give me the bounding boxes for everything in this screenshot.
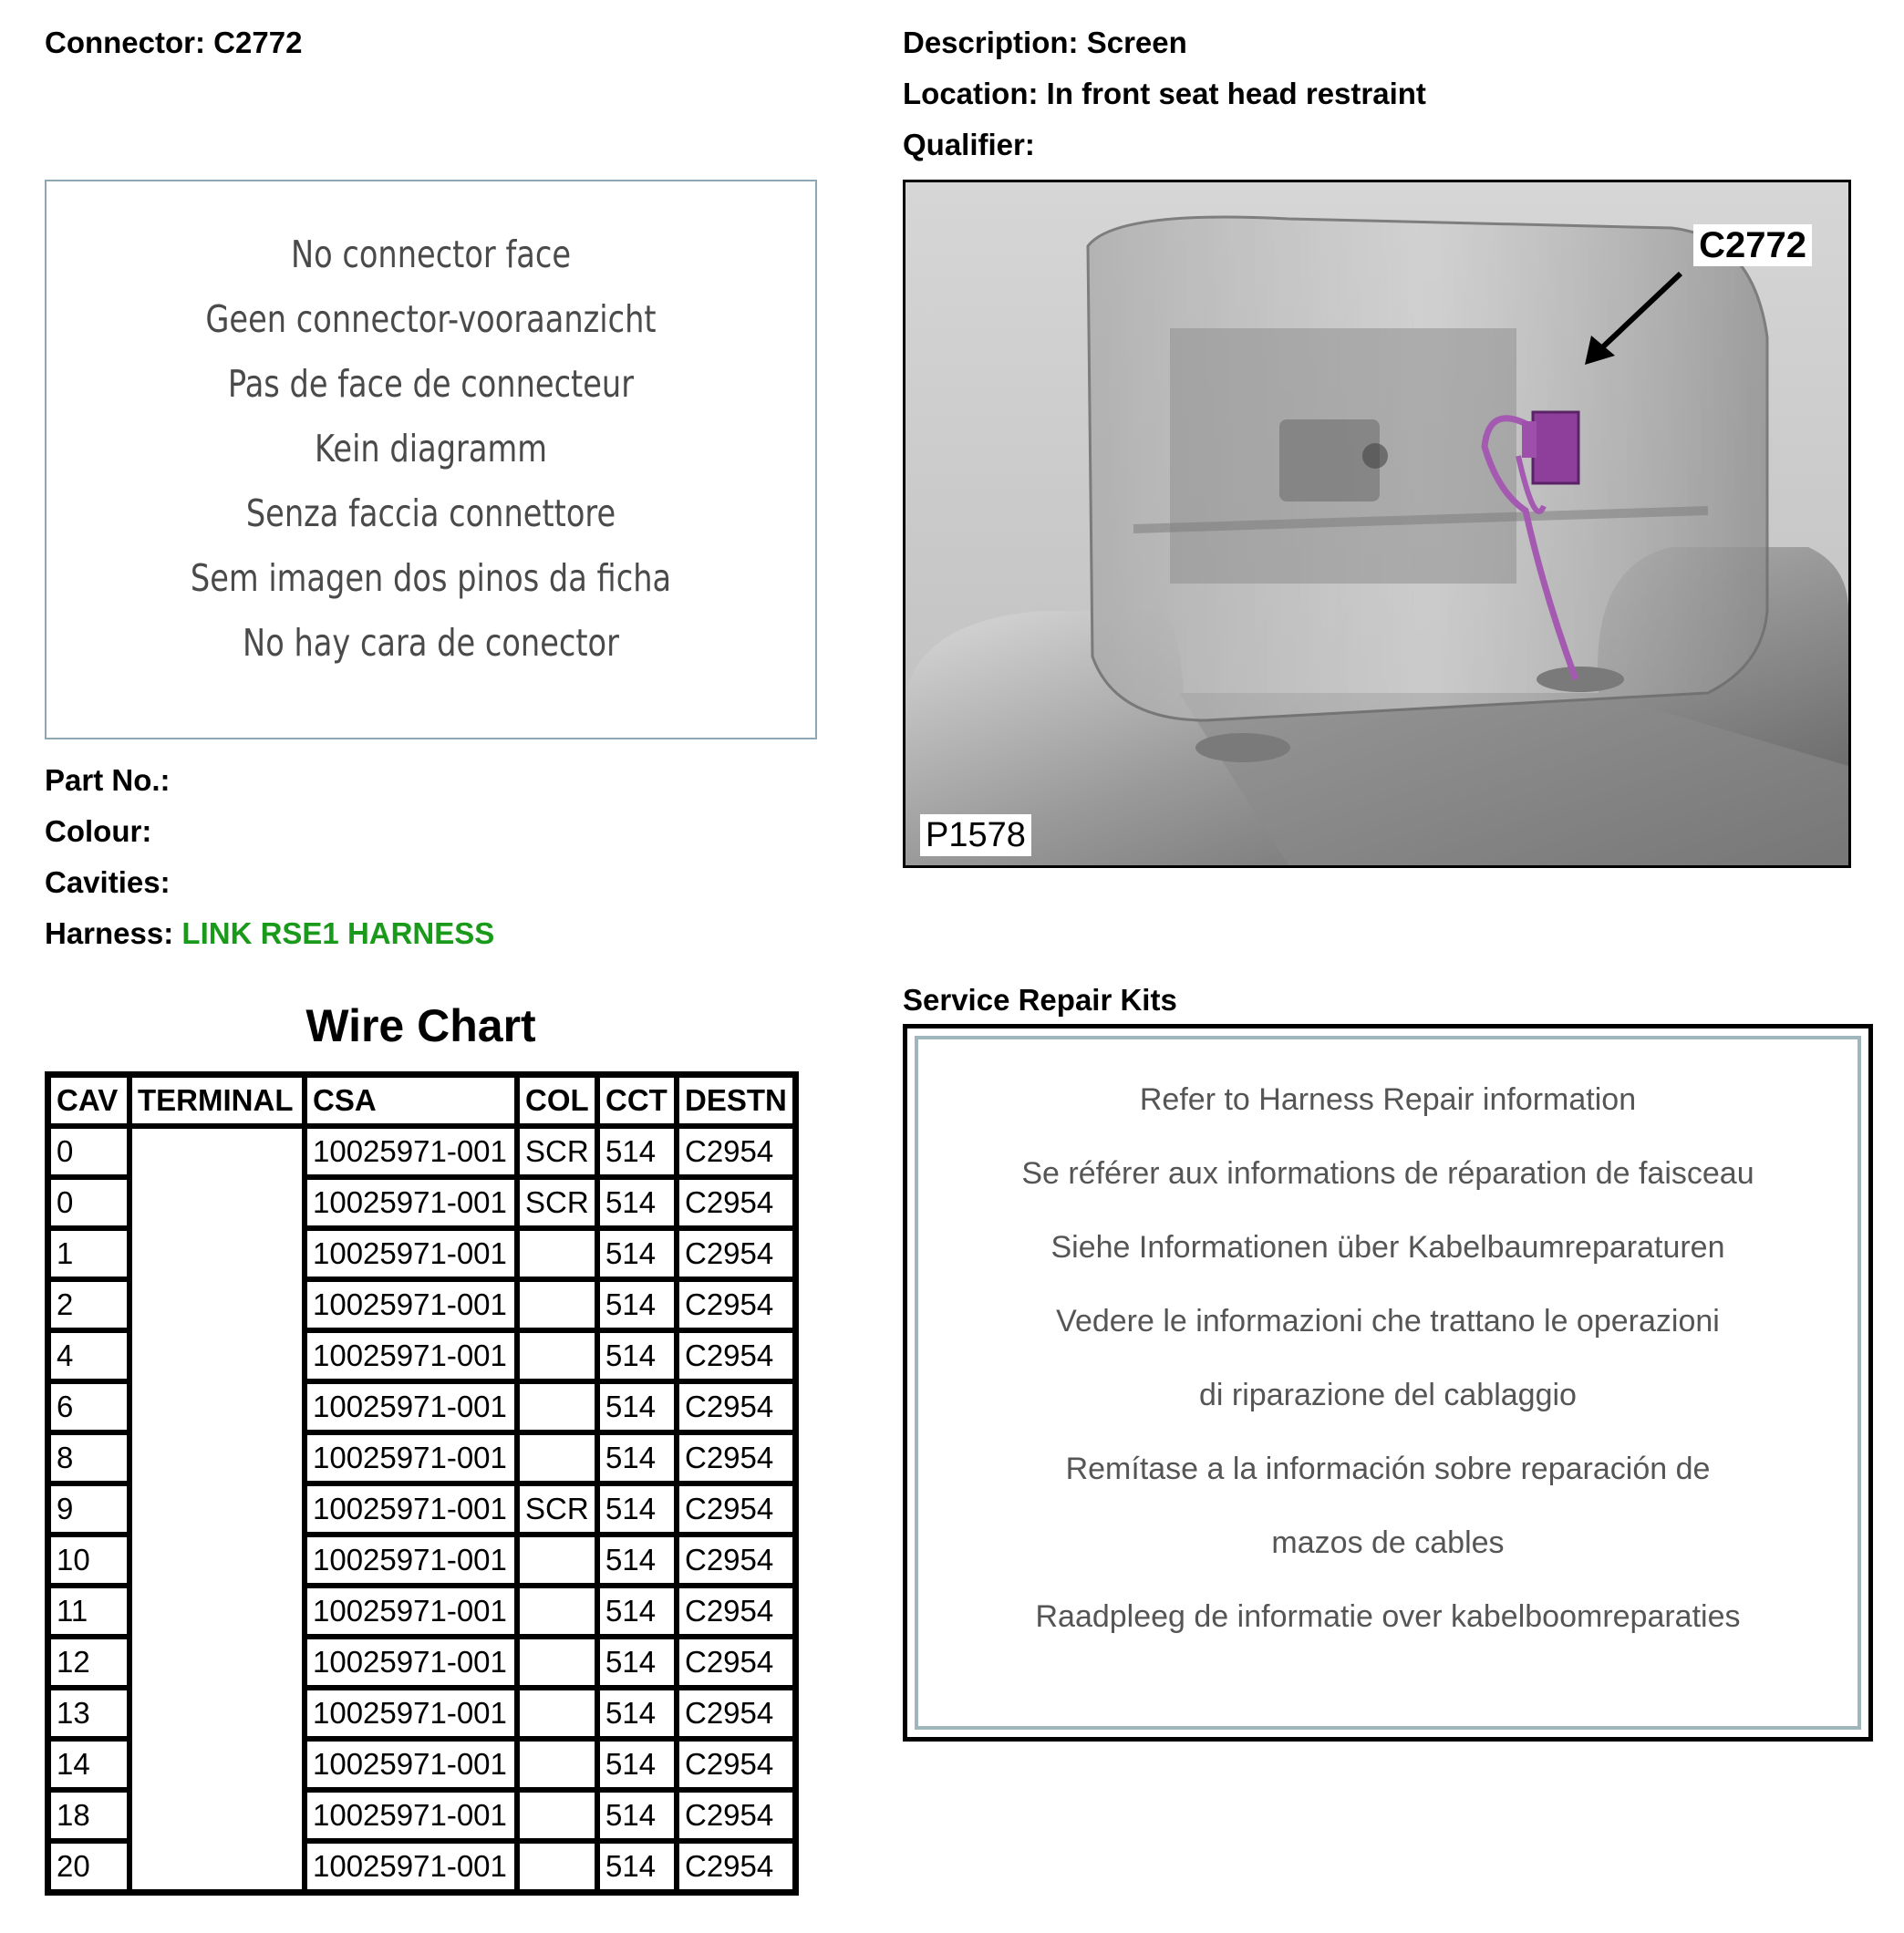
- cell-cav: 20: [48, 1841, 129, 1892]
- cell-col: SCR: [517, 1177, 597, 1228]
- cell-csa: 10025971-001: [305, 1637, 517, 1688]
- srk-line: di riparazione del cablaggio: [1199, 1378, 1577, 1412]
- cell-cav: 6: [48, 1381, 129, 1432]
- cell-destn: C2954: [677, 1177, 795, 1228]
- part-no-field: [45, 762, 171, 799]
- service-repair-kits-inner-frame: [915, 1036, 1861, 1730]
- cell-destn: C2954: [677, 1381, 795, 1432]
- cell-terminal: [129, 1535, 305, 1586]
- cell-terminal: [129, 1126, 305, 1177]
- cell-cav: 10: [48, 1535, 129, 1586]
- cell-destn: C2954: [677, 1330, 795, 1381]
- cell-col: [517, 1688, 597, 1739]
- col-header-destn: DESTN: [677, 1075, 795, 1126]
- connector-field: [45, 25, 302, 61]
- cell-cct: 514: [597, 1381, 677, 1432]
- cell-cav: 0: [48, 1126, 129, 1177]
- cell-terminal: [129, 1790, 305, 1841]
- table-row: [48, 1637, 795, 1688]
- cell-cct: 514: [597, 1535, 677, 1586]
- cell-col: [517, 1739, 597, 1790]
- cell-destn: C2954: [677, 1228, 795, 1279]
- cell-csa: 10025971-001: [305, 1177, 517, 1228]
- cell-cav: 11: [48, 1586, 129, 1637]
- cell-cav: 18: [48, 1790, 129, 1841]
- cell-col: [517, 1790, 597, 1841]
- cell-cav: 9: [48, 1483, 129, 1535]
- table-row: [48, 1688, 795, 1739]
- col-header-terminal: TERMINAL: [129, 1075, 305, 1126]
- srk-line: mazos de cables: [1271, 1525, 1505, 1560]
- cell-destn: C2954: [677, 1637, 795, 1688]
- cell-cct: 514: [597, 1228, 677, 1279]
- ncf-line: Geen connector-vooraanzicht: [205, 297, 657, 341]
- cell-csa: 10025971-001: [305, 1739, 517, 1790]
- srk-line: Siehe Informationen über Kabelbaumreparaturen: [1050, 1230, 1725, 1265]
- cell-cav: 8: [48, 1432, 129, 1483]
- ncf-line: Senza faccia connettore: [245, 491, 616, 535]
- table-row: [48, 1790, 795, 1841]
- wire-chart-header-row: [48, 1075, 795, 1126]
- cell-col: [517, 1432, 597, 1483]
- table-row: [48, 1126, 795, 1177]
- ncf-line: Pas de face de connecteur: [227, 362, 635, 406]
- table-row: [48, 1330, 795, 1381]
- harness-link[interactable]: LINK RSE1 HARNESS: [181, 916, 495, 950]
- cell-cav: 13: [48, 1688, 129, 1739]
- cell-terminal: [129, 1177, 305, 1228]
- cell-col: [517, 1279, 597, 1330]
- cell-cav: 1: [48, 1228, 129, 1279]
- cell-col: SCR: [517, 1126, 597, 1177]
- cell-csa: 10025971-001: [305, 1330, 517, 1381]
- cell-destn: C2954: [677, 1688, 795, 1739]
- table-row: [48, 1228, 795, 1279]
- cell-csa: 10025971-001: [305, 1279, 517, 1330]
- cell-cct: 514: [597, 1432, 677, 1483]
- connector-location-photo: [903, 180, 1851, 868]
- wire-chart-table: [45, 1071, 799, 1896]
- cell-cct: 514: [597, 1688, 677, 1739]
- col-header-col: COL: [517, 1075, 597, 1126]
- table-row: [48, 1841, 795, 1892]
- srk-line: Remítase a la información sobre reparación de: [1065, 1452, 1711, 1486]
- cell-cav: 12: [48, 1637, 129, 1688]
- cell-destn: C2954: [677, 1432, 795, 1483]
- cell-destn: C2954: [677, 1126, 795, 1177]
- srk-line: Vedere le informazioni che trattano le operazioni: [1056, 1304, 1720, 1339]
- qualifier-label: Qualifier:: [903, 128, 1035, 161]
- description-label: Description:: [903, 26, 1079, 59]
- service-repair-kits-panel: [903, 1024, 1873, 1742]
- cell-destn: C2954: [677, 1790, 795, 1841]
- cell-terminal: [129, 1483, 305, 1535]
- table-row: [48, 1483, 795, 1535]
- cell-csa: 10025971-001: [305, 1381, 517, 1432]
- cell-destn: C2954: [677, 1586, 795, 1637]
- ncf-line: Sem imagen dos pinos da ficha: [190, 556, 672, 600]
- cell-destn: C2954: [677, 1483, 795, 1535]
- connector-value: C2772: [213, 26, 303, 59]
- cell-terminal: [129, 1637, 305, 1688]
- ncf-line: No hay cara de conector: [243, 621, 619, 665]
- harness-field: [45, 915, 494, 952]
- cell-cct: 514: [597, 1330, 677, 1381]
- cell-cct: 514: [597, 1126, 677, 1177]
- srk-line: Raadpleeg de informatie over kabelboomreparaties: [1035, 1599, 1741, 1634]
- cell-terminal: [129, 1586, 305, 1637]
- cell-cav: 2: [48, 1279, 129, 1330]
- cell-csa: 10025971-001: [305, 1432, 517, 1483]
- cell-cav: 0: [48, 1177, 129, 1228]
- cell-cct: 514: [597, 1279, 677, 1330]
- cell-col: [517, 1330, 597, 1381]
- cell-terminal: [129, 1432, 305, 1483]
- harness-label: Harness:: [45, 916, 174, 950]
- qualifier-field: [903, 127, 1035, 163]
- cell-col: SCR: [517, 1483, 597, 1535]
- ncf-line: No connector face: [290, 233, 572, 276]
- table-row: [48, 1432, 795, 1483]
- cell-cct: 514: [597, 1739, 677, 1790]
- cell-col: [517, 1535, 597, 1586]
- table-row: [48, 1177, 795, 1228]
- table-row: [48, 1739, 795, 1790]
- colour-field: [45, 813, 151, 850]
- description-value: Screen: [1086, 26, 1187, 59]
- cell-destn: C2954: [677, 1535, 795, 1586]
- cell-col: [517, 1228, 597, 1279]
- cell-cct: 514: [597, 1483, 677, 1535]
- table-row: [48, 1586, 795, 1637]
- cell-csa: 10025971-001: [305, 1688, 517, 1739]
- cell-destn: C2954: [677, 1739, 795, 1790]
- cell-terminal: [129, 1688, 305, 1739]
- table-row: [48, 1535, 795, 1586]
- no-connector-face-panel: [45, 180, 817, 739]
- cell-col: [517, 1841, 597, 1892]
- table-row: [48, 1381, 795, 1432]
- cavities-field: [45, 864, 171, 901]
- srk-line: Se référer aux informations de réparation de faisceau: [1021, 1156, 1754, 1191]
- location-field: [903, 76, 1426, 112]
- cell-cct: 514: [597, 1637, 677, 1688]
- cell-cct: 514: [597, 1586, 677, 1637]
- cell-col: [517, 1637, 597, 1688]
- cell-terminal: [129, 1841, 305, 1892]
- description-field: [903, 25, 1187, 61]
- srk-line: Refer to Harness Repair information: [1139, 1082, 1637, 1117]
- cell-csa: 10025971-001: [305, 1483, 517, 1535]
- cell-cct: 514: [597, 1177, 677, 1228]
- table-row: [48, 1279, 795, 1330]
- col-header-csa: CSA: [305, 1075, 517, 1126]
- part-no-label: Part No.:: [45, 763, 171, 797]
- location-label: Location:: [903, 77, 1039, 110]
- head-restraint-illustration: [905, 182, 1848, 865]
- col-header-cct: CCT: [597, 1075, 677, 1126]
- cell-cav: 4: [48, 1330, 129, 1381]
- ncf-line: Kein diagramm: [315, 427, 547, 470]
- cell-csa: 10025971-001: [305, 1126, 517, 1177]
- connector-callout-label: C2772: [1693, 224, 1812, 266]
- cell-csa: 10025971-001: [305, 1586, 517, 1637]
- cell-csa: 10025971-001: [305, 1535, 517, 1586]
- location-value: In front seat head restraint: [1046, 77, 1426, 110]
- cell-cct: 514: [597, 1790, 677, 1841]
- cell-terminal: [129, 1279, 305, 1330]
- cell-destn: C2954: [677, 1841, 795, 1892]
- cell-cct: 514: [597, 1841, 677, 1892]
- cell-cav: 14: [48, 1739, 129, 1790]
- cell-csa: 10025971-001: [305, 1790, 517, 1841]
- cavities-label: Cavities:: [45, 865, 171, 899]
- colour-label: Colour:: [45, 814, 152, 848]
- cell-destn: C2954: [677, 1279, 795, 1330]
- cell-csa: 10025971-001: [305, 1228, 517, 1279]
- cell-terminal: [129, 1381, 305, 1432]
- service-repair-kits-heading: Service Repair Kits: [903, 983, 1177, 1017]
- figure-reference: P1578: [920, 814, 1031, 856]
- wire-chart-title: Wire Chart: [305, 1000, 536, 1051]
- cell-csa: 10025971-001: [305, 1841, 517, 1892]
- cell-terminal: [129, 1739, 305, 1790]
- col-header-cav: CAV: [48, 1075, 129, 1126]
- cell-terminal: [129, 1330, 305, 1381]
- cell-col: [517, 1586, 597, 1637]
- connector-label: Connector:: [45, 26, 205, 59]
- cell-terminal: [129, 1228, 305, 1279]
- cell-col: [517, 1381, 597, 1432]
